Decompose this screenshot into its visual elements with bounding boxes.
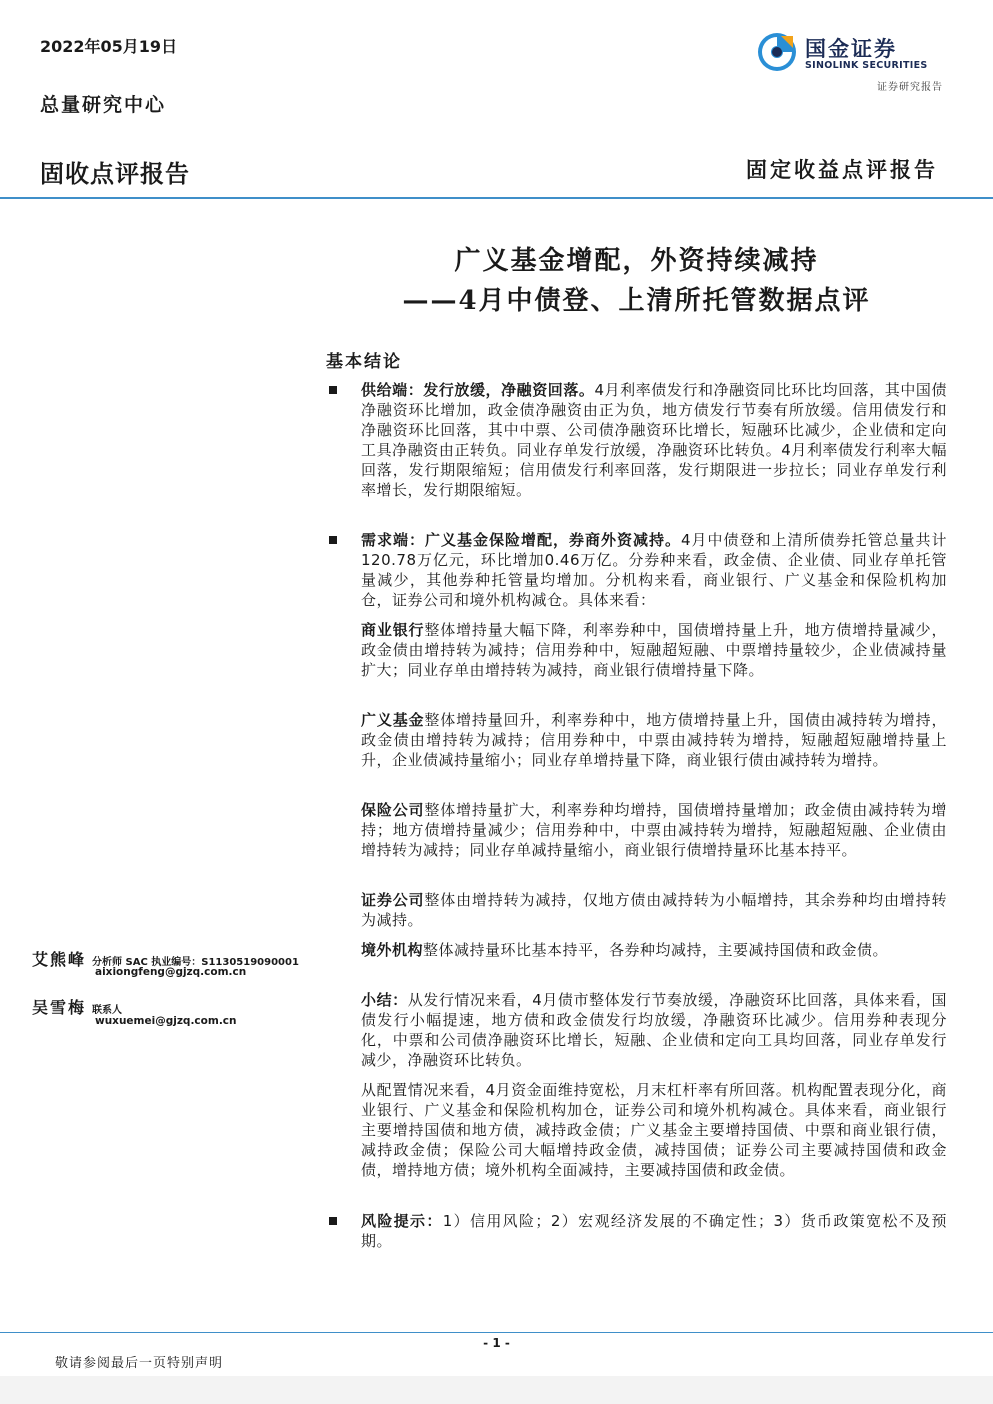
paragraph-supply	[361, 380, 947, 500]
logo-english-name: SINOLINK SECURITIES	[805, 60, 928, 71]
paragraph-insurance	[361, 800, 947, 860]
paragraph-text: 4月利率债发行和净融资同比环比均回落，其中国债净融资环比增加，政金债净融资由正为负，地方债发行节奏有所放缓。信用债发行和净融资环比回落，其中中票、公司债净融资环比增长，短融环比减少，企业债和定向工具净融资由正转负。同业存单发行放缓，净融资环比转负。4月利率债发行利率大幅回落，发行期限缩短；信用债发行利率回落，发行期限进一步拉长；同业存单发行利率增长，发行期限缩短。	[361, 381, 947, 499]
paragraph-lead: 风险提示：	[361, 1212, 443, 1230]
research-center-name: 总量研究中心	[40, 94, 167, 116]
paragraph-lead: 广义基金	[361, 711, 425, 729]
paragraph-lead: 证券公司	[361, 891, 425, 909]
paragraph-lead: 需求端：广义基金保险增配，券商外资减持。	[361, 531, 681, 549]
paragraph-commercial-banks	[361, 620, 947, 680]
paragraph-text: 4月中债登和上清所债券托管总量共计120.78万亿元，环比增加0.46万亿。分券种来看，政金债、企业债、同业存单托管量减少，其他券种托管量均增加。分机构来看，商业银行、广义基金和保险机构加仓，证券公司和境外机构减仓。具体来看：	[361, 531, 947, 609]
author-email: wuxuemei@gjzq.com.cn	[95, 1015, 237, 1027]
paragraph-text: 从配置情况来看，4月资金面维持宽松，月末杠杆率有所回落。机构配置表现分化，商业银行、广义基金和保险机构加仓，证券公司和境外机构减仓。具体来看，商业银行主要增持国债和地方债，减持政金债；广义基金主要增持国债、中票和商业银行债，减持政金债；保险公司大幅增持政金债，减持国债；证券公司主要减持国债和政金债，增持地方债；境外机构全面减持，主要减持国债和政金债。	[361, 1081, 947, 1179]
paragraph-text: 从发行情况来看，4月债市整体发行节奏放缓，净融资环比回落，具体来看，国债发行小幅提速，地方债和政金债发行均放缓，净融资环比减少。信用券种表现分化，中票和公司债净融资环比增长，短融、企业债和定向工具均回落，同业存单发行减少，净融资环比转负。	[361, 991, 947, 1069]
paragraph-text: 整体减持量环比基本持平，各券种均减持，主要减持国债和政金债。	[423, 941, 889, 959]
author-role: 联系人	[92, 1005, 123, 1016]
bullet-marker	[329, 1217, 337, 1225]
paragraph-demand	[361, 530, 947, 610]
paragraph-lead: 供给端：发行放缓，净融资回落。	[361, 381, 595, 399]
paragraph-text: 1）信用风险；2）宏观经济发展的不确定性；3）货币政策宽松不及预期。	[361, 1212, 947, 1250]
footer-divider	[0, 1332, 993, 1333]
report-type-right: 固定收益点评报告	[746, 157, 938, 182]
paragraph-lead: 境外机构	[361, 941, 424, 959]
paragraph-text: 整体增持量大幅下降，利率券种中，国债增持量上升，地方债增持量减少，政金债由增持转为减持；信用券种中，短融超短融、中票增持量较少，企业债减持量扩大；同业存单由增持转为减持，商业银行债增持量下降。	[361, 621, 947, 679]
report-type-left: 固收点评报告	[40, 160, 190, 188]
paragraph-securities	[361, 890, 947, 930]
report-title: 广义基金增配，外资持续减持	[454, 246, 819, 276]
section-heading: 基本结论	[326, 352, 402, 372]
paragraph-risk	[361, 1211, 947, 1251]
page-bottom-band	[0, 1376, 993, 1404]
page-number: - 1 -	[483, 1336, 510, 1350]
author-role: 分析师 SAC 执业编号：S1130519090001	[92, 957, 299, 968]
author-email: aixiongfeng@gjzq.com.cn	[95, 966, 247, 978]
paragraph-text: 整体由增持转为减持，仅地方债由减持转为小幅增持，其余券种均由增持转为减持。	[361, 891, 947, 929]
paragraph-lead: 小结：	[361, 991, 408, 1009]
header-divider	[0, 197, 993, 199]
paragraph-allocation	[361, 1080, 947, 1180]
paragraph-lead: 商业银行	[361, 621, 425, 639]
bullet-marker	[329, 386, 337, 394]
logo-emblem-icon	[757, 32, 797, 72]
logo-chinese-name: 国金证券	[805, 37, 897, 61]
company-logo	[757, 30, 947, 76]
author-name: 艾熊峰	[32, 950, 87, 969]
paragraph-lead: 保险公司	[361, 801, 425, 819]
paragraph-summary	[361, 990, 947, 1070]
author-name: 吴雪梅	[32, 998, 87, 1017]
report-subtitle: ——4月中债登、上清所托管数据点评	[402, 286, 871, 316]
report-category-label: 证券研究报告	[877, 82, 943, 93]
paragraph-text: 整体增持量扩大，利率券种均增持，国债增持量增加；政金债由减持转为增持；地方债增持量减少；信用券种中，中票由减持转为增持，短融超短融、企业债由增持转为减持；同业存单减持量缩小，商业银行债增持量环比基本持平。	[361, 801, 947, 859]
paragraph-text: 整体增持量回升，利率券种中，地方债增持量上升，国债由减持转为增持，政金债由增持转为减持；信用券种中，中票由减持转为增持，短融超短融增持量上升，企业债减持量缩小；同业存单增持量下降，商业银行债由减持转为增持。	[361, 711, 947, 769]
paragraph-foreign	[361, 940, 947, 960]
disclaimer-note: 敬请参阅最后一页特别声明	[55, 1356, 224, 1371]
paragraph-broad-funds	[361, 710, 947, 770]
report-date: 2022年05月19日	[40, 37, 178, 56]
bullet-marker	[329, 536, 337, 544]
